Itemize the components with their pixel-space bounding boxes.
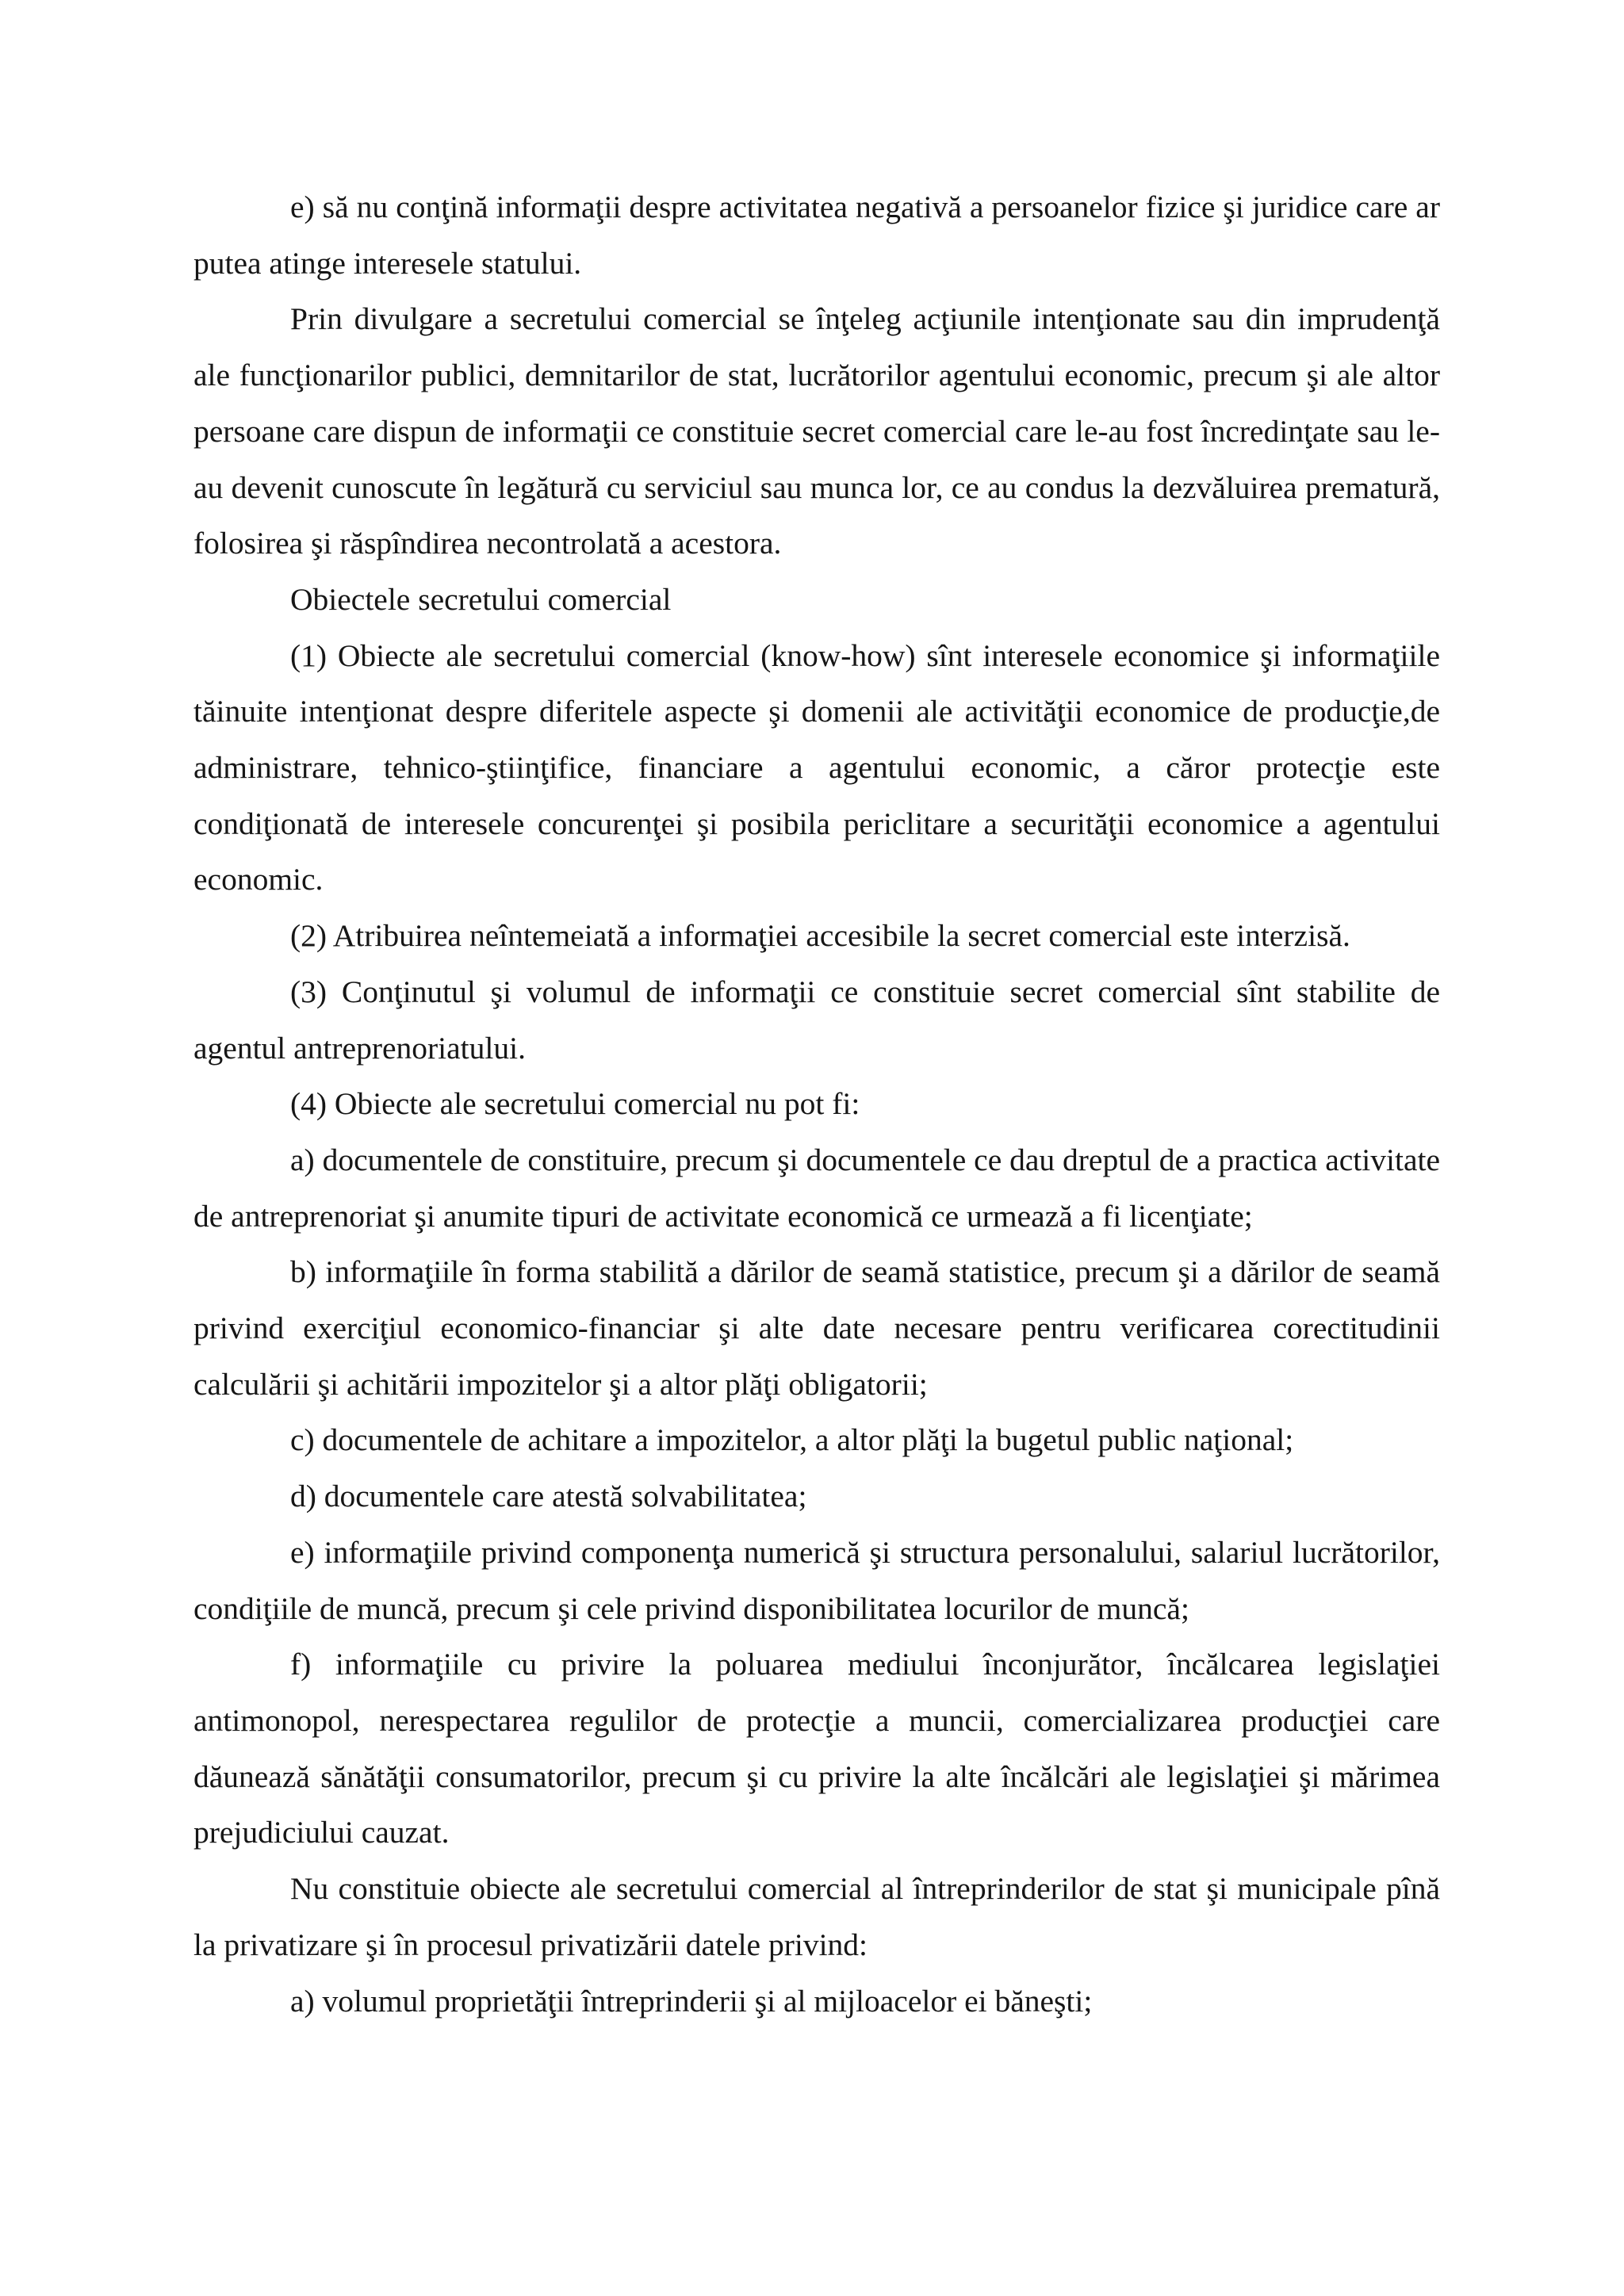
list-item-b-statistical-reports: b) informaţiile în forma stabilită a dărilor de seamă statistice, precum şi a dărilor de seamă privind exerciţiul economico-financiar şi alte date necesare pentru verificarea corectitudinii calculării şi achitării impozitelor şi a altor plăţi obligatorii; (193, 1254, 1440, 1402)
paragraph-item-e-negative-activity: e) să nu conţină informaţii despre activitatea negativă a persoanelor fizice şi juridice care ar putea atinge interesele statului. (193, 189, 1440, 281)
paragraph-1-objects-know-how: (1) Obiecte ale secretului comercial (know-how) sînt interesele economice şi informaţiile tăinuite intenţionat despre diferitele aspecte şi domenii ale activităţii economice de producţie,de administrare, tehnico-ştiinţifice, financiare a agentului economic, a căror protecţie este condiţionată de interesele concurenţei şi posibila periclitare a securităţii economice a agentului economic. (193, 637, 1440, 897)
list-item-f-pollution-violations: f) informaţiile cu privire la poluarea mediului înconjurător, încălcarea legislaţiei antimonopol, nerespectarea regulilor de protecţie a muncii, comercializarea producţiei care dăunează sănătăţii consumatorilor, precum şi cu privire la alte încălcări ale legislaţiei şi mărimea prejudiciului cauzat. (193, 1647, 1440, 1850)
section-heading-objects: Obiectele secretului comercial (290, 581, 672, 617)
list-item-c-tax-payment-documents: c) documentele de achitare a impozitelor, a altor plăţi la bugetul public naţional; (290, 1422, 1294, 1458)
paragraph-3-content-volume: (3) Conţinutul şi volumul de informaţii ce constituie secret comercial sînt stabilite de agentul antreprenoriatului. (193, 974, 1440, 1066)
paragraph-state-enterprises-exclusions: Nu constituie obiecte ale secretului comercial al întreprinderilor de stat şi municipale pînă la privatizare şi în procesul privatizării datele privind: (193, 1871, 1440, 1962)
paragraph-divulgation-definition: Prin divulgare a secretului comercial se înţeleg acţiunile intenţionate sau din imprudenţă ale funcţionarilor publici, demnitarilor de stat, lucrătorilor agentului economic, precum şi ale altor persoane care dispun de informaţii ce constituie secret comercial care le-au fost încredinţate sau le-au devenit cunoscute în legătură cu serviciul sau munca lor, ce au condus la dezvăluirea prematură, folosirea şi răspîndirea necontrolată a acestora. (193, 301, 1440, 561)
paragraph-2-unfounded-attribution: (2) Atribuirea neîntemeiată a informaţiei accesibile la secret comercial este interzisă. (290, 918, 1350, 954)
list-item-d-solvency-documents: d) documentele care atestă solvabilitatea; (290, 1479, 807, 1514)
list-item-a-constitution-documents: a) documentele de constituire, precum şi documentele ce dau dreptul de a practica activitate de antreprenoriat şi anumite tipuri de activitate economică ce urmează a fi licenţiate; (193, 1142, 1440, 1234)
list-item-e-personnel-information: e) informaţiile privind componenţa numerică şi structura personalului, salariul lucrătorilor, condiţiile de muncă, precum şi cele privind disponibilitatea locurilor de muncă; (193, 1534, 1440, 1626)
document-page (193, 179, 1440, 2029)
paragraph-4-exclusions-intro: (4) Obiecte ale secretului comercial nu pot fi: (290, 1086, 860, 1122)
list-item-a-property-volume: a) volumul proprietăţii întreprinderii şi al mijloacelor ei băneşti; (290, 1983, 1093, 2019)
